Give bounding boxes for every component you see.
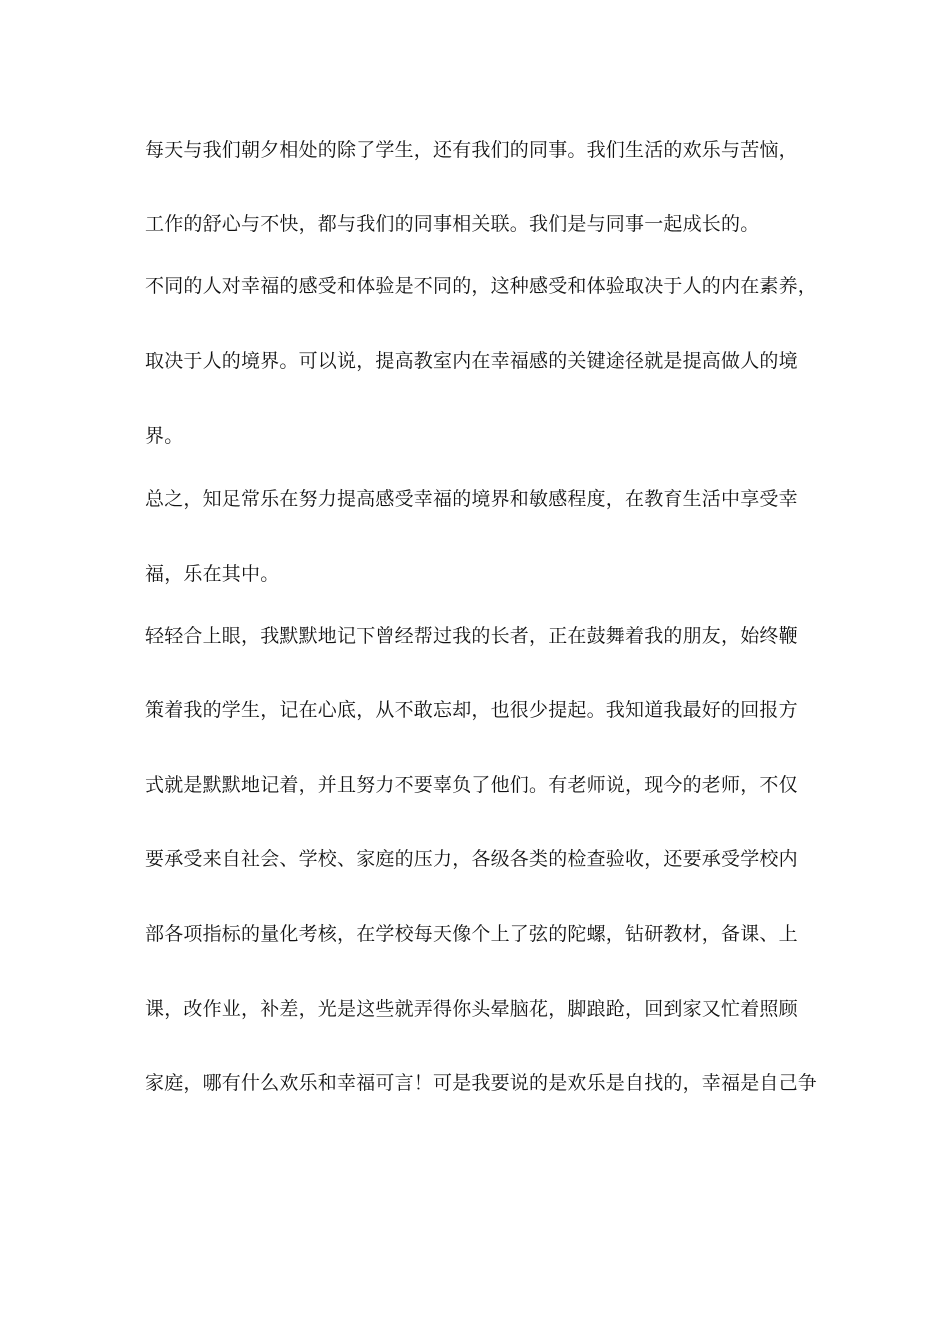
text-line: 要承受来自社会、学校、家庭的压力，各级各类的检查验收，还要承受学校内 xyxy=(145,848,798,870)
text-line: 家庭，哪有什么欢乐和幸福可言！可是我要说的是欢乐是自找的，幸福是自己争 xyxy=(145,1072,818,1094)
text-line: 不同的人对幸福的感受和体验是不同的，这种感受和体验取决于人的内在素养， xyxy=(145,275,818,297)
text-line: 部各项指标的量化考核，在学校每天像个上了弦的陀螺，钻研教材，备课、上 xyxy=(145,923,798,945)
text-line: 轻轻合上眼，我默默地记下曾经帮过我的长者，正在鼓舞着我的朋友，始终鞭 xyxy=(145,625,798,647)
text-line: 式就是默默地记着，并且努力不要辜负了他们。有老师说，现今的老师，不仅 xyxy=(145,774,798,796)
text-line: 福，乐在其中。 xyxy=(145,563,280,585)
text-line: 取决于人的境界。可以说，提高教室内在幸福感的关键途径就是提高做人的境 xyxy=(145,350,798,372)
text-line: 课，改作业，补差，光是这些就弄得你头晕脑花，脚踉跄，回到家又忙着照顾 xyxy=(145,998,798,1020)
text-line: 策着我的学生，记在心底，从不敢忘却，也很少提起。我知道我最好的回报方 xyxy=(145,699,798,721)
text-line: 工作的舒心与不快，都与我们的同事相关联。我们是与同事一起成长的。 xyxy=(145,213,760,235)
text-line: 界。 xyxy=(145,425,184,447)
text-line: 总之，知足常乐在努力提高感受幸福的境界和敏感程度，在教育生活中享受幸 xyxy=(145,488,798,510)
text-line: 每天与我们朝夕相处的除了学生，还有我们的同事。我们生活的欢乐与苦恼， xyxy=(145,139,798,161)
